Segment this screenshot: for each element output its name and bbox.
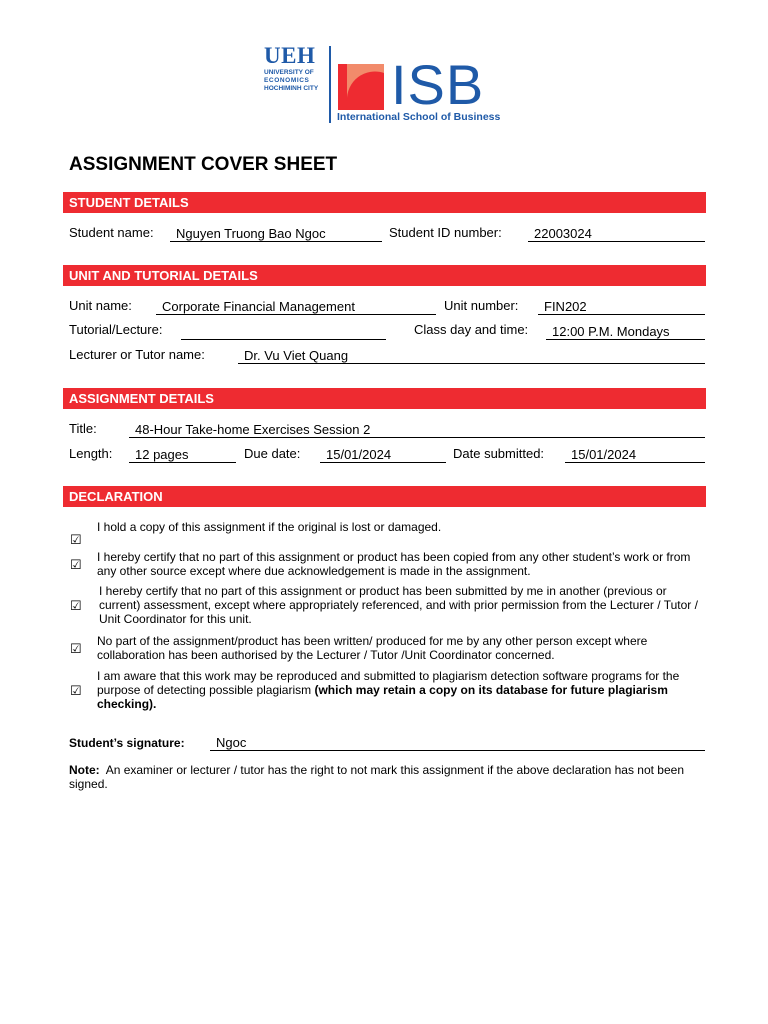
ueh-logo-text: UEH [264, 43, 316, 68]
student-id-field[interactable]: 22003024 [528, 226, 705, 242]
declaration-checkbox-5[interactable]: ☑ [70, 683, 82, 698]
declaration-checkbox-4[interactable]: ☑ [70, 641, 82, 656]
page-title: ASSIGNMENT COVER SHEET [69, 154, 338, 175]
declaration-text-2: I hereby certify that no part of this assignment or product has been copied from any other student’s work or from any other source except where due acknowledgement is made in the assignment. [97, 550, 691, 578]
unit-name-field[interactable]: Corporate Financial Management [156, 299, 436, 315]
ueh-logo [264, 45, 326, 93]
date-submitted-field[interactable]: 15/01/2024 [565, 447, 705, 463]
date-submitted-label: Date submitted: [453, 446, 545, 461]
student-name-label: Student name: [69, 225, 154, 240]
assignment-title-label: Title: [69, 421, 97, 436]
lecturer-field[interactable]: Dr. Vu Viet Quang [238, 348, 705, 364]
ueh-logo-sub-3: HOCHIMINH CITY [264, 85, 319, 92]
signature-field[interactable]: Ngoc [210, 735, 705, 751]
length-label: Length: [69, 446, 113, 461]
student-details-header: STUDENT DETAILS [63, 192, 706, 213]
class-time-field[interactable]: 12:00 P.M. Mondays [546, 324, 705, 340]
student-name-field[interactable]: Nguyen Truong Bao Ngoc [170, 226, 382, 242]
signature-label: Student’s signature: [69, 736, 185, 750]
ueh-logo-sub-2: ECONOMICS [264, 77, 310, 84]
due-date-label: Due date: [244, 446, 301, 461]
due-date-field[interactable]: 15/01/2024 [320, 447, 446, 463]
unit-number-label: Unit number: [444, 298, 519, 313]
tutorial-field[interactable] [181, 324, 386, 340]
declaration-text-5-bold: (which may retain a copy on its database for future plagiarism checking). [97, 683, 668, 711]
isb-logo-sub: International School of Business [337, 111, 501, 123]
isb-logo-mark [338, 64, 384, 110]
unit-tutorial-header: UNIT AND TUTORIAL DETAILS [63, 265, 706, 286]
unit-number-field[interactable]: FIN202 [538, 299, 705, 315]
declaration-checkbox-1[interactable]: ☑ [70, 532, 82, 547]
note-label: Note: [69, 763, 100, 777]
declaration-checkbox-3[interactable]: ☑ [70, 598, 82, 613]
tutorial-label: Tutorial/Lecture: [69, 322, 163, 337]
unit-name-label: Unit name: [69, 298, 132, 313]
declaration-text-3: I hereby certify that no part of this assignment or product has been submitted by me in another (previous or current) assessment, except where appropriately referenced, and with prior permission from the Lecturer / Tutor / Unit Coordinator for this unit. [99, 584, 698, 626]
declaration-text-1: I hold a copy of this assignment if the original is lost or damaged. [97, 520, 442, 534]
assignment-title-field[interactable]: 48-Hour Take-home Exercises Session 2 [129, 422, 705, 438]
student-id-label: Student ID number: [389, 225, 502, 240]
declaration-text-4: No part of the assignment/product has been written/ produced for me by any other person except where collaboration has been authorised by the Lecturer / Tutor /Unit Coordinator concerned. [97, 634, 648, 662]
declaration-header: DECLARATION [63, 486, 706, 507]
length-field[interactable]: 12 pages [129, 447, 236, 463]
assignment-details-header: ASSIGNMENT DETAILS [63, 388, 706, 409]
class-time-label: Class day and time: [414, 322, 529, 337]
declaration-checkbox-2[interactable]: ☑ [70, 557, 82, 572]
ueh-logo-sub-1: UNIVERSITY OF [264, 69, 314, 76]
declaration-text-5: I am aware that this work may be reproduced and submitted to plagiarism detection software programs for the purpose of detecting possible plagiarism (which may retain a copy on its database for future plagiarism checking). [97, 669, 680, 711]
logo-separator [329, 46, 331, 123]
note [69, 763, 689, 791]
note-text: An examiner or lecturer / tutor has the right to not mark this assignment if the above declaration has not been signed. [69, 763, 685, 791]
lecturer-label: Lecturer or Tutor name: [69, 347, 205, 362]
isb-logo-text: ISB [391, 53, 485, 116]
